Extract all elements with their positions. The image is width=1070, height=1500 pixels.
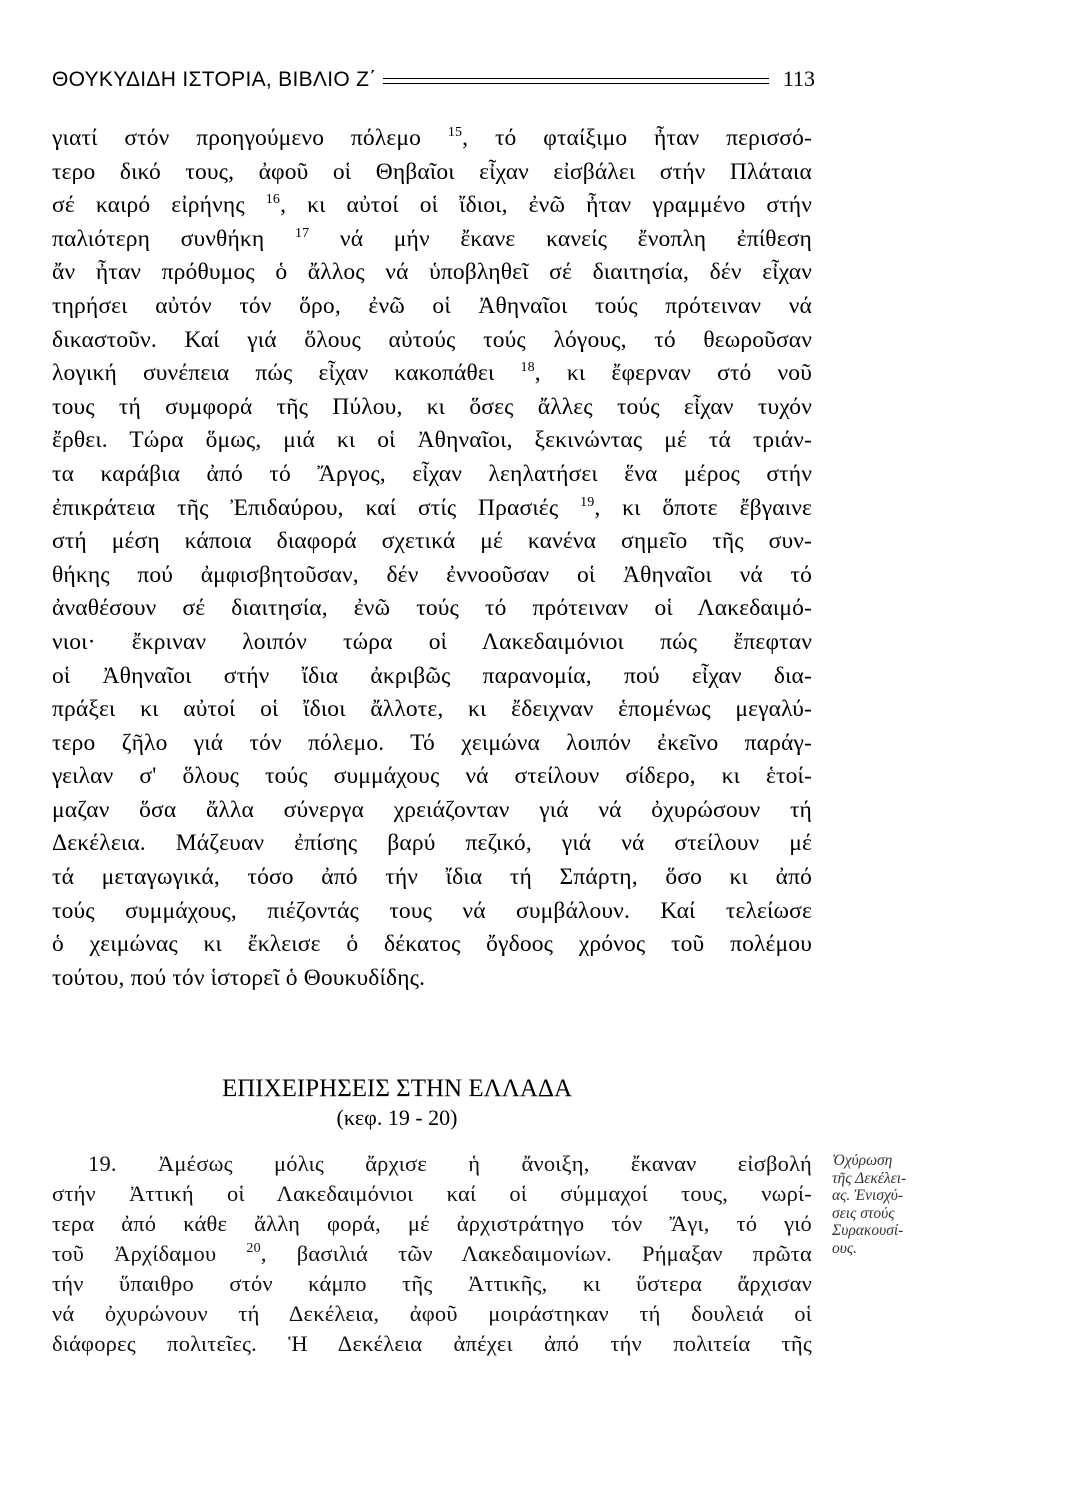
margin-note-line: σεις στούς [832, 1204, 895, 1222]
text-line: τά μεταγωγικά, τόσο ἀπό τήν ἴδια τή Σπάρτη, ὅσο κι ἀπό [52, 864, 812, 891]
text-line: τερα ἀπό κάθε ἄλλη φορά, μέ ἀρχιστράτηγο τόν Ἄγι, τό γιό [52, 1211, 812, 1236]
running-title: ΘΟΥΚΥΔΙΔΗ ΙΣΤΟΡΙΑ, ΒΙΒΛΙΟ Ζ΄ [52, 68, 377, 91]
text-line: τούτου, πού τόν ἱστορεῖ ὁ Θουκυδίδης. [52, 964, 426, 991]
text-line: πράξει κι αὐτοί οἱ ἴδιοι ἄλλοτε, κι ἔδειχναν ἑπομένως μεγαλύ- [52, 696, 812, 723]
text-line: ἔρθει. Τώρα ὅμως, μιά κι οἱ Ἀθηναῖοι, ξεκινώντας μέ τά τριάν- [52, 427, 812, 454]
page-number: 113 [782, 66, 815, 91]
margin-note-line: ους. [832, 1239, 858, 1257]
section-subtitle: (κεφ. 19 - 20) [336, 1105, 458, 1130]
chapter-19-paragraph [52, 1149, 812, 1359]
text-line: τοῦ Ἀρχίδαμου $^{20}$, βασιλιά τῶν Λακεδαιμονίων. Ρήμαξαν πρῶτα [52, 1241, 813, 1266]
running-header [52, 64, 815, 92]
footnote-ref: 15 [447, 125, 463, 140]
footnote-ref: 19 [580, 494, 595, 510]
text-line: γειλαν σ' ὅλους τούς συμμάχους νά στείλουν σίδερο, κι ἑτοί- [52, 763, 812, 790]
text-line: γιατί στόν προηγούμενο πόλεμο $^{15}$, τό φταίξιμο ἦταν περισσό- [52, 125, 812, 151]
margin-note-line: τῆς Δεκέλει- [832, 1169, 907, 1187]
text-line: ἀναθέσουν σέ διαιτησία, ἐνῶ τούς τό πρότειναν οἱ Λακεδαιμό- [52, 595, 812, 622]
text-line: ἄν ἦταν πρόθυμος ὁ ἄλλος νά ὑποβληθεῖ σέ διαιτησία, δέν εἶχαν [52, 259, 812, 286]
text-line: ἐπικράτεια τῆς Ἐπιδαύρου, καί στίς Πρασιές $^{19}$, κι ὅποτε ἔβγαινε [52, 494, 812, 521]
text-line: λογική συνέπεια πώς εἶχαν κακοπάθει $^{18}$, κι ἔφερναν στό νοῦ [52, 360, 812, 387]
text-line: τηρήσει αὐτόν τόν ὅρο, ἐνῶ οἱ Ἀθηναῖοι τούς πρότειναν νά [52, 292, 812, 319]
text-line: παλιότερη συνθήκη $^{17}$ νά μήν ἔκανε κανείς ἔνοπλη ἐπίθεση [52, 225, 812, 252]
text-line: στήν Ἀττική οἱ Λακεδαιμόνιοι καί οἱ σύμμαχοί τους, νωρί- [52, 1181, 812, 1206]
text-line: Δεκέλεια. Μάζευαν ἐπίσης βαρύ πεζικό, γιά νά στείλουν μέ [52, 830, 812, 857]
main-paragraph [52, 122, 812, 995]
text-line: τερο ζῆλο γιά τόν πόλεμο. Τό χειμώνα λοιπόν ἐκεῖνο παράγ- [52, 729, 812, 756]
text-line: τους τή συμφορά τῆς Πύλου, κι ὅσες ἄλλες τούς εἶχαν τυχόν [52, 393, 812, 420]
text-line: τούς συμμάχους, πιέζοντάς τους νά συμβάλουν. Καί τελείωσε [52, 897, 812, 924]
margin-note-line: Ὀχύρωση [832, 1152, 893, 1169]
text-line: θήκης πού ἀμφισβητοῦσαν, δέν ἐννοοῦσαν οἱ Ἀθηναῖοι νά τό [52, 561, 812, 588]
text-line: τα καράβια ἀπό τό Ἄργος, εἶχαν λεηλατήσει ἕνα μέρος στήν [52, 460, 812, 487]
margin-note-line: ας. Ἐνισχύ- [832, 1187, 904, 1204]
text-line: ὁ χειμώνας κι ἔκλεισε ὁ δέκατος ὄγδοος χρόνος τοῦ πολέμου [52, 931, 812, 958]
footnote-ref: 16 [265, 192, 281, 208]
text-line: δικαστοῦν. Καί γιά ὅλους αὐτούς τούς λόγους, τό θεωροῦσαν [52, 326, 812, 353]
text-line: 19. Ἀμέσως μόλις ἄρχισε ἡ ἄνοιξη, ἔκαναν εἰσβολή [88, 1151, 812, 1176]
text-line: στή μέση κάποια διαφορά σχετικά μέ κανένα σημεῖο τῆς συν- [52, 528, 812, 555]
text-line: τερο δικό τους, ἀφοῦ οἱ Θηβαῖοι εἶχαν εἰσβάλει στήν Πλάταια [52, 158, 812, 185]
footnote-ref: 17 [294, 225, 310, 241]
text-line: μαζαν ὅσα ἄλλα σύνεργα χρειάζονταν γιά νά ὀχυρώσουν τή [52, 796, 812, 823]
text-line: νιοι· ἔκριναν λοιπόν τώρα οἱ Λακεδαιμόνιοι πώς ἔπεφταν [52, 628, 812, 655]
text-line: νά ὀχυρώνουν τή Δεκέλεια, ἀφοῦ μοιράστηκαν τή δουλειά οἱ [52, 1301, 812, 1326]
text-line: οἱ Ἀθηναῖοι στήν ἴδια ἀκριβῶς παρανομία, πού εἶχαν δια- [52, 662, 812, 689]
header-double-rule [383, 78, 769, 84]
margin-note-line: Συρακουσί- [832, 1222, 904, 1239]
footnote-ref: 18 [520, 360, 535, 376]
footnote-ref: 20 [246, 1241, 261, 1256]
margin-note [832, 1152, 982, 1257]
text-line: σέ καιρό εἰρήνης $^{16}$, κι αὐτοί οἱ ἴδιοι, ἐνῶ ἦταν γραμμένο στήν [52, 192, 813, 219]
text-line: τήν ὕπαιθρο στόν κάμπο τῆς Ἀττικῆς, κι ὕστερα ἄρχισαν [52, 1271, 812, 1296]
section-heading [52, 1074, 742, 1132]
text-line: διάφορες πολιτεῖες. Ἡ Δεκέλεια ἀπέχει ἀπό τήν πολιτεία τῆς [52, 1331, 812, 1356]
section-title: ΕΠΙΧΕΙΡΗΣΕΙΣ ΣΤΗΝ ΕΛΛΑΔΑ [221, 1075, 573, 1102]
